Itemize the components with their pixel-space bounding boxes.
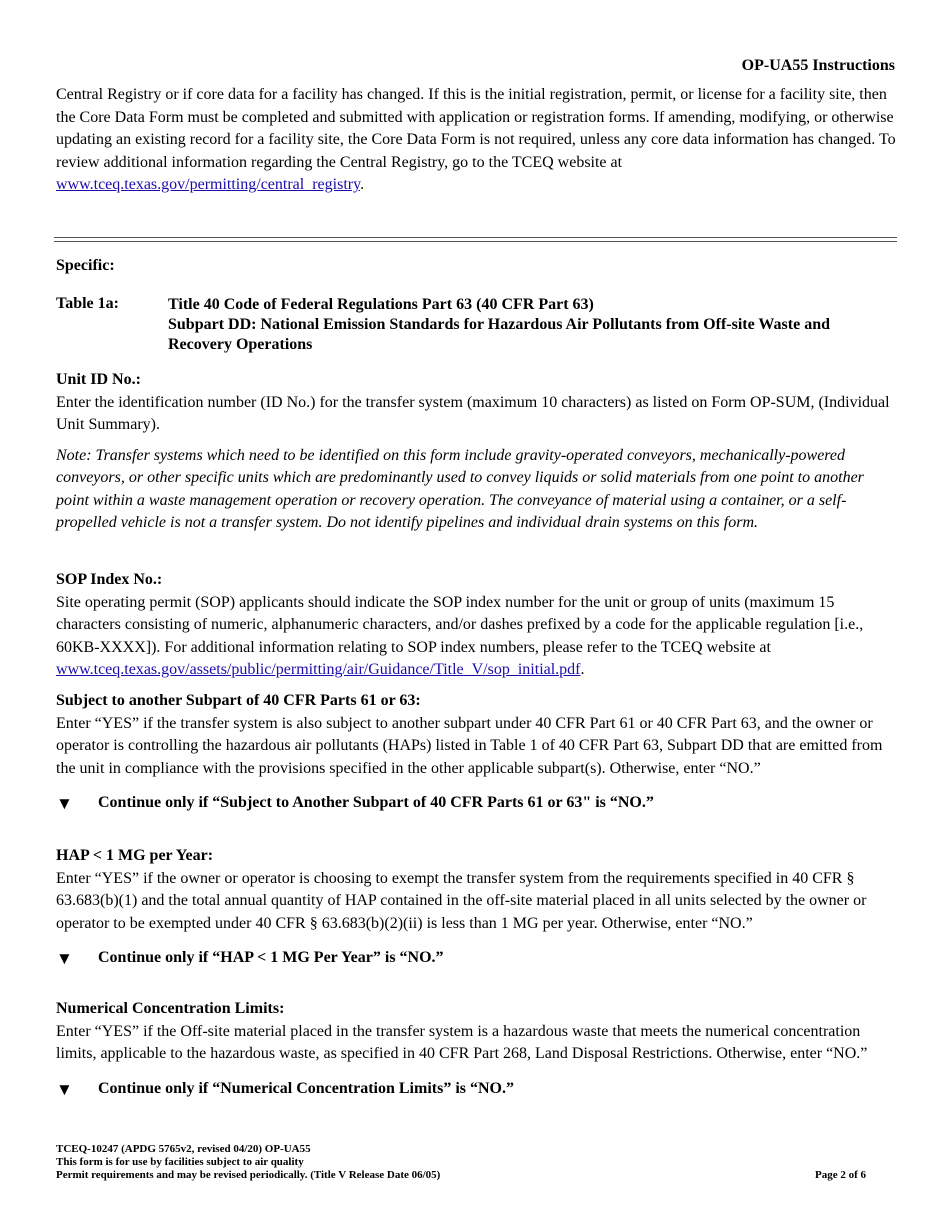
sop-heading: SOP Index No.:: [56, 571, 163, 588]
central-registry-link[interactable]: www.tceq.texas.gov/permitting/central_registry: [56, 176, 361, 193]
footer-form-id: TCEQ-10247 (APDG 5765v2, revised 04/20) OP-UA55: [56, 1143, 311, 1155]
footer-usage-note: This form is for use by facilities subject to air quality: [56, 1156, 304, 1168]
page-header-title: OP-UA55 Instructions: [741, 57, 895, 74]
down-triangle-icon: ▼: [56, 1079, 73, 1099]
numerical-section: [56, 998, 896, 1100]
hap-text: Enter “YES” if the owner or operator is choosing to exempt the transfer system from the requirements specified in 40 CFR § 63.683(b)(1) and the total annual quantity of HAP contained in the off-site material placed in all units selected by the owner or operator to be exempted under 40 CFR § 63.683(b)(2)(ii) is less than 1 MG per year. Otherwise, enter “NO.”: [56, 869, 867, 932]
section-divider: [54, 237, 897, 238]
unit-id-heading: Unit ID No.:: [56, 371, 141, 388]
page-number: Page 2 of 6: [814, 1169, 866, 1181]
subpart-text: Enter “YES” if the transfer system is also subject to another subpart under 40 CFR Part 61 or 40 CFR Part 63, and the owner or operator is controlling the hazardous air pollutants (HAPs) listed in Table 1 of 40 CFR Part 63, Subpart DD that are emitted from the unit in compliance with the provisions specified in the other applicable subpart(s). Otherwise, enter “NO.”: [56, 714, 883, 777]
table-label: Table 1a:: [56, 295, 119, 312]
subpart-section: [56, 690, 896, 814]
hap-section: [56, 845, 896, 969]
subpart-heading: Subject to another Subpart of 40 CFR Parts 61 or 63:: [56, 692, 421, 709]
table-heading: [56, 295, 896, 355]
numerical-continue: ▼ Continue only if “Numerical Concentration Limits” is “NO.”: [56, 1079, 514, 1099]
down-triangle-icon: ▼: [56, 794, 73, 813]
specific-label: Specific:: [56, 257, 115, 274]
numerical-heading: Numerical Concentration Limits:: [56, 1000, 285, 1017]
footer-permit-note: Permit requirements and may be revised periodically. (Title V Release Date 06/05): [56, 1169, 441, 1181]
unit-id-text: Enter the identification number (ID No.) for the transfer system (maximum 10 characters) as listed on Form OP-SUM, (Individual Unit Summary).: [56, 393, 890, 433]
numerical-text: Enter “YES” if the Off-site material placed in the transfer system is a hazardous waste that meets the numerical concentration limits, applicable to the hazardous waste, as specified in 40 CFR Part 268, Land Disposal Restrictions. Otherwise, enter “NO.”: [56, 1022, 868, 1062]
section-divider-second: [54, 241, 897, 242]
intro-text: Central Registry or if core data for a facility has changed. If this is the initial registration, permit, or license for a facility site, then the Core Data Form must be completed and submitted with application or registration forms. If amending, modifying, or otherwise updating an existing record for a facility site, the Core Data Form is not required, unless any core data information has changed. To review additional information regarding the Central Registry, go to the TCEQ website at: [56, 86, 896, 171]
unit-id-note: Note: Transfer systems which need to be identified on this form include gravity-operated conveyors, mechanically-powered conveyors, or other specific units which are predominantly used to convey liquids or solid materials from one point to another point within a waste management operation or recovery operation. The conveyance of material using a container, or a self-propelled vehicle is not a transfer system. Do not identify pipelines and individual drain systems on this form.: [56, 446, 864, 531]
subpart-continue: ▼ Continue only if “Subject to Another Subpart of 40 CFR Parts 61 or 63" is “NO.”: [56, 794, 654, 813]
intro-paragraph: Central Registry or if core data for a facility has changed. If this is the initial registration, permit, or license for a facility site, then the Core Data Form must be completed and submitted with application or registration forms. If amending, modifying, or otherwise updating an existing record for a facility site, the Core Data Form is not required, unless any core data information has changed. To review additional information regarding the Central Registry, go to the TCEQ website at www.tceq.texas.gov/permitting/central_registry.: [56, 86, 896, 193]
hap-continue: ▼ Continue only if “HAP < 1 MG Per Year” is “NO.”: [56, 949, 444, 968]
sop-section: [56, 569, 896, 682]
sop-guidance-link[interactable]: www.tceq.texas.gov/assets/public/permitting/air/Guidance/Title_V/sop_initial.pdf: [56, 661, 581, 678]
sop-text: Site operating permit (SOP) applicants should indicate the SOP index number for the unit or group of units (maximum 15 characters consisting of numeric, alphanumeric characters, and/or dashes prefixed by a code for the applicable regulation [i.e., 60KB-XXXX]). For additional information relating to SOP index numbers, please refer to the TCEQ website at www.tceq.texas.gov/assets/public/permitting/air/Guidance/Title_V/sop_initial.pdf.: [56, 593, 864, 678]
page-footer: [56, 1143, 866, 1182]
table-title: Title 40 Code of Federal Regulations Part 63 (40 CFR Part 63) Subpart DD: National Emission Standards for Hazardous Air Pollutants from Off-site Waste and Recovery Operations: [168, 296, 830, 353]
down-triangle-icon: ▼: [56, 949, 73, 968]
hap-heading: HAP < 1 MG per Year:: [56, 847, 214, 864]
unit-id-section: [56, 369, 896, 535]
